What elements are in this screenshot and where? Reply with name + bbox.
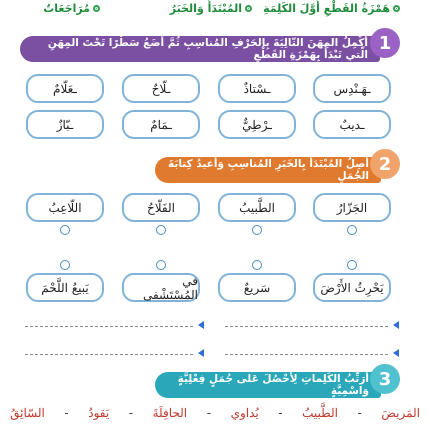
section3-instruction: أُرَتِّبُ الكَلِماتِ لِأَحْصُلَ عَلى جُمَلٍ فِعْلِيَّةٍ وَاسْمِيَّةٍ [177,373,369,397]
predicate-box: يَحْرِثُ الأَرْضَ [313,273,391,302]
bullet-arrow-icon [198,321,204,329]
section2-instruction: أَصِلُ المُبْتَدَأَ بِالخَبَرِ المُناسِبِ وَأُعيدُ كِتابَةَ الجُمَلِ [168,158,369,182]
word-item[interactable]: الطَّبيبُ [302,406,338,420]
connector-circle[interactable] [252,260,262,270]
section1-banner [20,36,380,62]
tab-mubtada[interactable] [170,0,252,16]
subject-box: اللّاعِبُ [26,193,104,222]
radio-dot-icon [393,5,400,12]
word-separator: - [64,406,69,420]
connector-circle[interactable] [156,225,166,235]
scrambled-words [10,404,420,422]
connector-circle[interactable] [252,225,262,235]
connector-circle[interactable] [60,260,70,270]
answer-line[interactable] [25,354,193,355]
word-item[interactable]: يَقودُ [88,406,110,420]
predicate-box: يَبيعُ اللَّحْمَ [26,273,104,302]
subject-box: الجَزّارُ [313,193,391,222]
profession-box[interactable]: ـلّاحٌ [122,74,200,103]
word-separator: - [278,406,283,420]
bullet-arrow-icon [198,349,204,357]
tab-hamza-label: هَمْزَةُ القَطْعِ أَوَّلَ الكَلِمَةِ [263,1,390,15]
word-item[interactable]: المَريضَ [381,406,420,420]
section3-banner [155,372,381,398]
radio-dot-icon [245,5,252,12]
answer-line[interactable] [225,354,388,355]
tab-hamza[interactable] [263,0,400,16]
bullet-arrow-icon [393,349,399,357]
tab-mubtada-label: المُبْتَدَأُ وَالخَبَرُ [169,1,242,15]
connector-circle[interactable] [60,225,70,235]
profession-box[interactable]: ـديبٌ [313,110,391,139]
profession-box[interactable]: ـسْتاذٌ [218,74,296,103]
section1-instruction: أُكْمِلُ المِهَنَ التّالِيَةَ بِالحَرْفِ المُناسِبِ ثُمَّ أَضَعُ سَطْرًا تَحْتَ المِهَنِ الّتي تَبْدَأُ بِهَمْزَةِ القَطْعِ [47,37,368,61]
subject-box: الفَلّاحُ [122,193,200,222]
word-item[interactable]: يُداوي [230,406,259,420]
word-separator: - [357,406,362,420]
connector-circle[interactable] [347,260,357,270]
word-separator: - [206,406,212,420]
word-item[interactable]: الحافِلَةَ [152,406,188,420]
answer-line[interactable] [25,326,193,327]
profession-box[interactable]: ـبّازٌ [26,110,104,139]
connector-circle[interactable] [347,225,357,235]
answer-line[interactable] [225,326,388,327]
tab-reviews[interactable] [43,0,100,16]
radio-dot-icon [93,5,100,12]
section2-number: 2 [370,149,400,179]
predicate-box: في المُسْتَشْفى [122,273,200,302]
word-separator: - [128,406,134,420]
profession-box[interactable]: ـعَلّامٌ [26,74,104,103]
connector-circle[interactable] [156,260,166,270]
predicate-box: سَريعٌ [218,273,296,302]
section2-banner [155,157,381,183]
section3-number: 3 [370,364,400,394]
profession-box[interactable]: ـمَامٌ [122,110,200,139]
profession-box[interactable]: ـهَـنْدِس [313,74,391,103]
word-item[interactable]: السّائِقُ [10,406,45,420]
bullet-arrow-icon [393,321,399,329]
tab-reviews-label: مُرَاجَعَاتٌ [43,1,90,15]
subject-box: الطَّبيبُ [218,193,296,222]
section1-number: 1 [370,28,400,58]
profession-box[interactable]: ـرْطِيٌّ [218,110,296,139]
